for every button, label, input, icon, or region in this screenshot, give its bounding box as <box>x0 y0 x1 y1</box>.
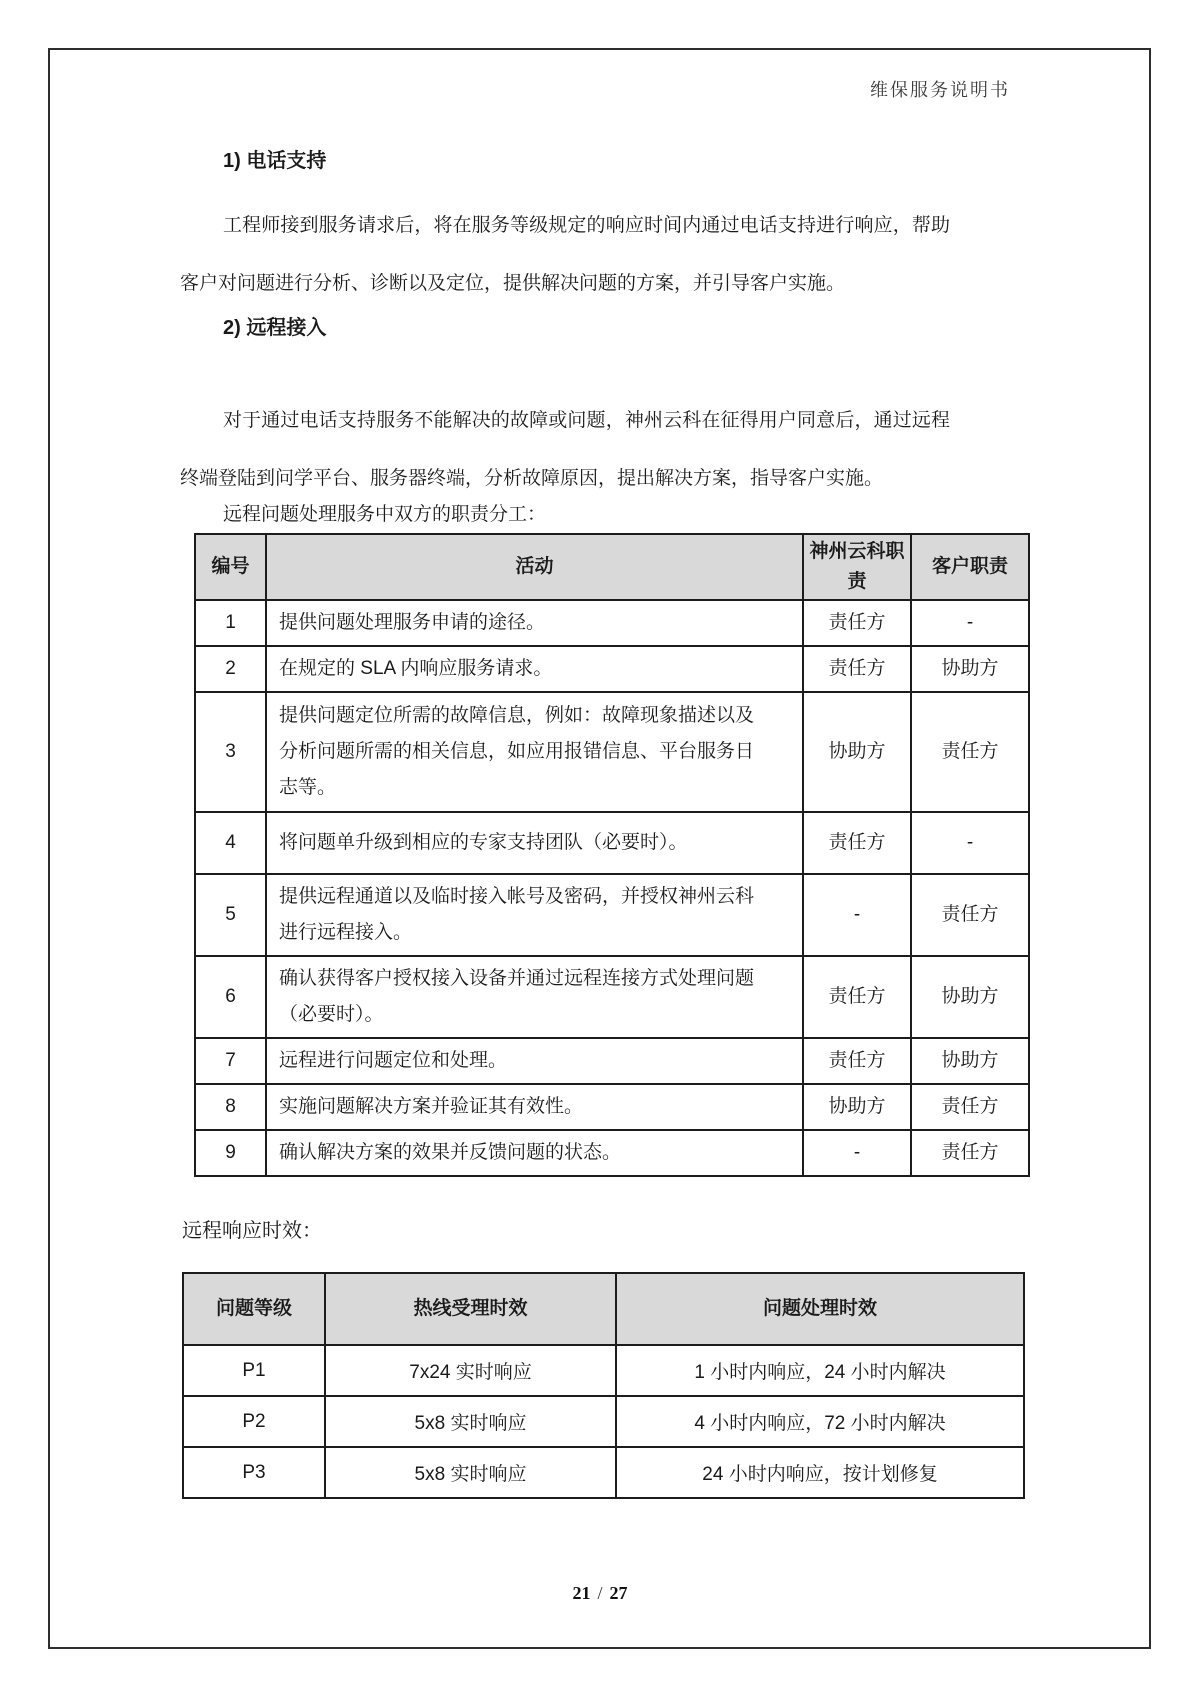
table-row <box>195 812 1029 874</box>
table-row <box>195 874 1029 956</box>
activity-cell: 实施问题解决方案并验证其有效性。 <box>266 1084 803 1130</box>
handling-sla-cell: 1 小时内响应，24 小时内解决 <box>616 1345 1024 1396</box>
activity-cell: 远程进行问题定位和处理。 <box>266 1038 803 1084</box>
header-cell-no: 编号 <box>195 534 266 600</box>
vendor-role-cell: 责任方 <box>803 956 911 1038</box>
vendor-role-cell: 责任方 <box>803 600 911 646</box>
page-number-separator: / <box>597 1583 603 1603</box>
activity-cell: 在规定的 SLA 内响应服务请求。 <box>266 646 803 692</box>
customer-role-cell: 责任方 <box>911 874 1029 956</box>
row-number: 8 <box>195 1084 266 1130</box>
customer-role-cell: 责任方 <box>911 692 1029 812</box>
table-row <box>195 1084 1029 1130</box>
row-number: 9 <box>195 1130 266 1176</box>
vendor-role-cell: 责任方 <box>803 646 911 692</box>
table-row <box>183 1345 1024 1396</box>
header-cell-handling-sla: 问题处理时效 <box>616 1273 1024 1345</box>
row-number: 1 <box>195 600 266 646</box>
customer-role-cell: 协助方 <box>911 1038 1029 1084</box>
activity-cell: 将问题单升级到相应的专家支持团队（必要时）。 <box>266 812 803 874</box>
hotline-sla-cell: 7x24 实时响应 <box>325 1345 616 1396</box>
activity-cell: 提供问题定位所需的故障信息，例如：故障现象描述以及分析问题所需的相关信息，如应用报错信息、平台服务日志等。 <box>266 692 803 812</box>
table-row <box>183 1447 1024 1498</box>
row-number: 5 <box>195 874 266 956</box>
customer-role-cell: 协助方 <box>911 956 1029 1038</box>
sla-heading: 远程响应时效： <box>182 1220 322 1242</box>
header-cell-activity: 活动 <box>266 534 803 600</box>
page-number <box>0 1583 1200 1604</box>
total-page-count: 27 <box>609 1583 628 1603</box>
section-title-phone-support: 1) 电话支持 <box>223 150 327 172</box>
header-cell-customer-role: 客户职责 <box>911 534 1029 600</box>
handling-sla-cell: 4 小时内响应，72 小时内解决 <box>616 1396 1024 1447</box>
section-title-remote-access: 2) 远程接入 <box>223 317 327 339</box>
customer-role-cell: 协助方 <box>911 646 1029 692</box>
activity-cell: 确认获得客户授权接入设备并通过远程连接方式处理问题（必要时）。 <box>266 956 803 1038</box>
activity-cell: 确认解决方案的效果并反馈问题的状态。 <box>266 1130 803 1176</box>
vendor-role-cell: - <box>803 874 911 956</box>
header-cell-hotline-sla: 热线受理时效 <box>325 1273 616 1345</box>
handling-sla-cell: 24 小时内响应，按计划修复 <box>616 1447 1024 1498</box>
sla-table-header-row <box>183 1273 1024 1345</box>
customer-role-cell: 责任方 <box>911 1084 1029 1130</box>
problem-level-cell: P1 <box>183 1345 325 1396</box>
responsibility-table-header-row <box>195 534 1029 600</box>
activity-cell: 提供远程通道以及临时接入帐号及密码，并授权神州云科进行远程接入。 <box>266 874 803 956</box>
sla-table <box>182 1272 1025 1499</box>
vendor-role-cell: - <box>803 1130 911 1176</box>
row-number: 4 <box>195 812 266 874</box>
row-number: 7 <box>195 1038 266 1084</box>
table-row <box>183 1396 1024 1447</box>
problem-level-cell: P3 <box>183 1447 325 1498</box>
table-row <box>195 600 1029 646</box>
table-row <box>195 956 1029 1038</box>
hotline-sla-cell: 5x8 实时响应 <box>325 1396 616 1447</box>
vendor-role-cell: 责任方 <box>803 812 911 874</box>
activity-cell: 提供问题处理服务申请的途径。 <box>266 600 803 646</box>
table-row <box>195 692 1029 812</box>
row-number: 2 <box>195 646 266 692</box>
hotline-sla-cell: 5x8 实时响应 <box>325 1447 616 1498</box>
customer-role-cell: - <box>911 812 1029 874</box>
customer-role-cell: 责任方 <box>911 1130 1029 1176</box>
vendor-role-cell: 责任方 <box>803 1038 911 1084</box>
table-row <box>195 1038 1029 1084</box>
responsibility-table-intro: 远程问题处理服务中双方的职责分工： <box>223 504 547 525</box>
vendor-role-cell: 协助方 <box>803 1084 911 1130</box>
table-row <box>195 646 1029 692</box>
vendor-role-cell: 协助方 <box>803 692 911 812</box>
problem-level-cell: P2 <box>183 1396 325 1447</box>
customer-role-cell: - <box>911 600 1029 646</box>
current-page-number: 21 <box>572 1583 591 1603</box>
responsibility-table <box>194 533 1030 1177</box>
row-number: 6 <box>195 956 266 1038</box>
document-header-title: 维保服务说明书 <box>870 80 1010 100</box>
table-row <box>195 1130 1029 1176</box>
header-cell-problem-level: 问题等级 <box>183 1273 325 1345</box>
phone-support-paragraph: 工程师接到服务请求后，将在服务等级规定的响应时间内通过电话支持进行响应，帮助客户对问题进行分析、诊断以及定位，提供解决问题的方案，并引导客户实施。 <box>180 215 950 294</box>
header-cell-vendor-role: 神州云科职责 <box>803 534 911 600</box>
row-number: 3 <box>195 692 266 812</box>
remote-access-paragraph: 对于通过电话支持服务不能解决的故障或问题，神州云科在征得用户同意后，通过远程终端登陆到问学平台、服务器终端，分析故障原因，提出解决方案，指导客户实施。 <box>180 410 950 489</box>
